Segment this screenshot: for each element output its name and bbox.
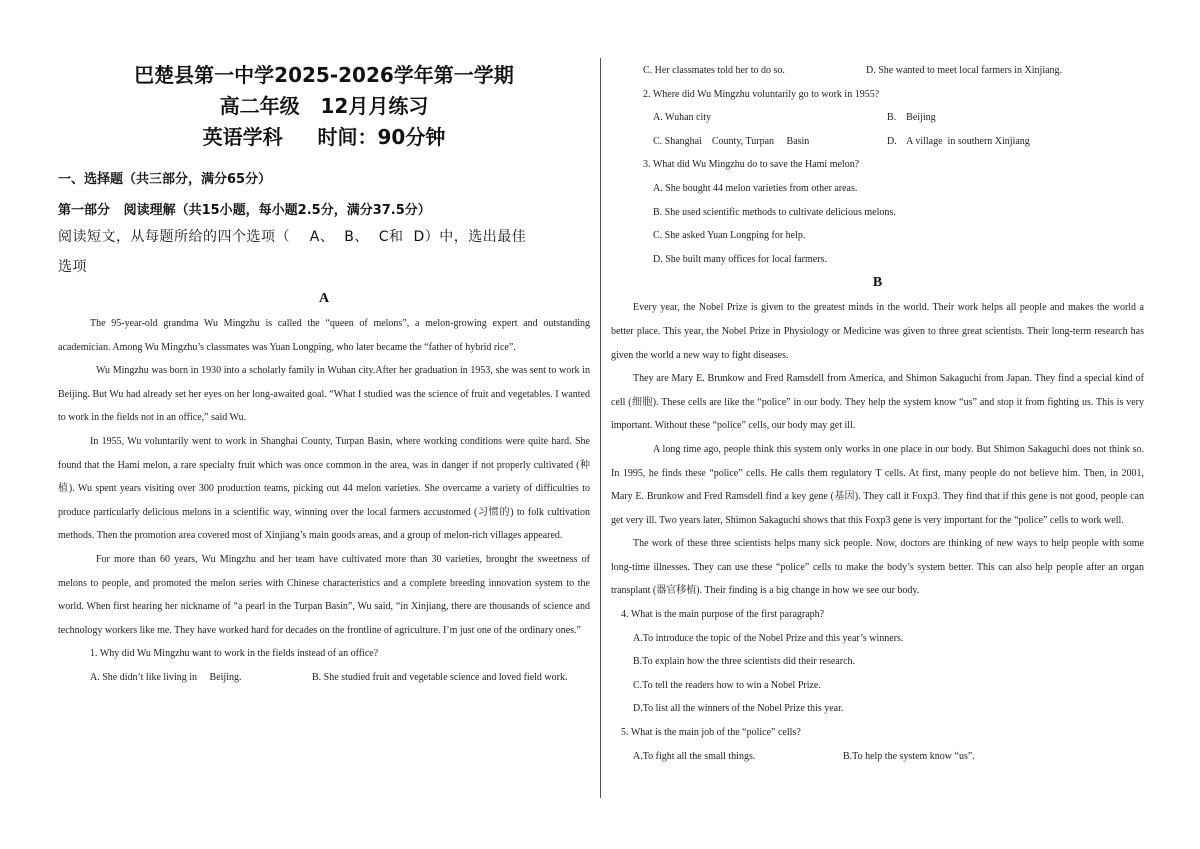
- passage-a-paragraph: In 1955, Wu voluntarily went to work in Shanghai County, Turpan Basin, where working conditions were quite hard. She found that the Hami melon, a rare specialty fruit which was once common in the area, was in danger if not properly cultivated (种植). Wu spent years visiting over 300 production teams, picking out 44 melon varieties. She overcame a variety of difficulties to produce particularly delicious melons in a scientific way, winning over the local farmers accustomed (习惯的) to folk cultivation methods. Then the promotion area covered most of Xinjiang’s main goods areas, and a group of melon-rich villages appeared.: [58, 435, 590, 542]
- question-3-option-a[interactable]: A. She bought 44 melon varieties from other areas.: [653, 182, 858, 194]
- passage-b-paragraph: They are Mary E. Brunkow and Fred Ramsdell from America, and Shimon Sakaguchi from Japan. They find a special kind of cell (细胞). These cells are like the “police” in our body. They help the system know “us” and stop it from fighting us. This is very important. Without these “police” cells, our body may get ill.: [611, 373, 1144, 432]
- passage-a-label: A: [318, 291, 330, 306]
- question-4-stem: 4. What is the main purpose of the first paragraph?: [621, 609, 825, 621]
- passage-a-paragraph: The 95-year-old grandma Wu Mingzhu is called the “queen of melons”, a melon-growing expert and outstanding academician. Among Wu Mingzhu’s classmates was Yuan Longping, who later became the “father of hybrid rice”.: [58, 318, 590, 353]
- passage-b-paragraph: Every year, the Nobel Prize is given to the greatest minds in the world. Their work helps all people and makes the world a better place. This year, the Nobel Prize in Physiology or Medicine was given to three great scientists. Their long-term research has given the world a new way to fight diseases.: [611, 302, 1144, 361]
- question-3-option-c[interactable]: C. She asked Yuan Longping for help.: [653, 230, 806, 242]
- question-5-option-b[interactable]: B.To help the system know “us”.: [843, 750, 975, 762]
- question-3-option-d[interactable]: D. She built many offices for local farmers.: [653, 253, 827, 265]
- exam-title-subject: 英语学科 时间：90分钟: [202, 125, 446, 149]
- question-4-option-c[interactable]: C.To tell the readers how to win a Nobel Prize.: [633, 679, 821, 691]
- question-3-stem: 3. What did Wu Mingzhu do to save the Hami melon?: [643, 159, 860, 171]
- question-5-option-a[interactable]: A.To fight all the small things.: [633, 750, 756, 762]
- exam-title-grade: 高二年级 12月月练习: [219, 94, 429, 118]
- right-column: [611, 60, 1144, 768]
- question-1-options-cd: [611, 59, 1144, 83]
- question-2-option-a[interactable]: A. Wuhan city: [653, 112, 712, 124]
- question-2-option-d[interactable]: D. A village in southern Xinjiang: [887, 135, 1030, 147]
- question-2-options-cd: [611, 130, 1144, 154]
- section-heading: 一、选择题（共三部分，满分65分）: [58, 172, 272, 187]
- passage-b-paragraph: A long time ago, people think this system only works in one place in our body. But Shimon Sakaguchi does not think so. In 1995, he finds these “police” cells. He calls them regulatory T cells. At first, many people do not believe him. Then, in 2001, Mary E. Brunkow and Fred Ramsdell find a key gene (基因). They call it Foxp3. They find that if this gene is not good, people can get very ill. Two years later, Shimon Sakaguchi shows that this Foxp3 gene is very important for the “police” cells to work well.: [611, 443, 1144, 526]
- passage-a-paragraph: Wu Mingzhu was born in 1930 into a scholarly family in Wuhan city.After her graduation in 1953, she was sent to work in Beijing. But Wu had already set her eyes on her long-awaited goal. “What I studied was the science of fruit and vegetables. I wanted to work in the fields not in an office,” said Wu.: [58, 365, 590, 424]
- question-4-option-a[interactable]: A.To introduce the topic of the Nobel Prize and this year’s winners.: [633, 632, 904, 644]
- passage-b-paragraph: The work of these three scientists helps many sick people. Now, doctors are thinking of new ways to help people with some long-time illnesses. They can use these “police” cells to make the body’s system better. This can also help people after an organ transplant (器官移植). Their finding is a big change in how we see our body.: [611, 538, 1144, 597]
- question-1-option-a[interactable]: A. She didn’t like living in Beijing.: [90, 671, 242, 683]
- column-divider: [600, 58, 601, 798]
- question-1-stem: 1. Why did Wu Mingzhu want to work in the fields instead of an office?: [90, 648, 379, 660]
- question-2-option-b[interactable]: B. Beijing: [887, 112, 936, 124]
- question-1-option-b[interactable]: B. She studied fruit and vegetable science and loved field work.: [312, 671, 568, 683]
- question-5-options-ab: [611, 745, 1144, 769]
- part-heading: 第一部分 阅读理解（共15小题，每小题2.5分，满分37.5分）: [58, 203, 431, 218]
- question-1-option-d[interactable]: D. She wanted to meet local farmers in Xinjiang.: [866, 65, 1063, 76]
- passage-b-label: B: [872, 275, 883, 291]
- instruction-line-2: 选项: [58, 259, 87, 275]
- passage-a-paragraph: For more than 60 years, Wu Mingzhu and her team have cultivated more than 30 varieties, brought the sweetness of melons to people, and promoted the melon series with Chinese characteristics and a complete breeding innovation system to the world. When first hearing her nickname of “a pearl in the Turpan Basin”, Wu said, “in Xinjiang, there are thousands of science and technology workers like me. They have worked hard for decades on the frontline of agriculture. I’m just one of the ordinary ones.”: [58, 553, 590, 636]
- left-column: [58, 60, 590, 690]
- question-4-option-b[interactable]: B.To explain how the three scientists did their research.: [633, 656, 856, 668]
- question-2-options-ab: [611, 106, 1144, 130]
- exam-title-school: 巴楚县第一中学2025-2026学年第一学期: [134, 63, 514, 87]
- question-2-stem: 2. Where did Wu Mingzhu voluntarily go to work in 1955?: [643, 88, 880, 100]
- question-1-option-c[interactable]: C. Her classmates told her to do so.: [643, 65, 785, 76]
- question-4-option-d[interactable]: D.To list all the winners of the Nobel Prize this year.: [633, 703, 844, 715]
- question-5-stem: 5. What is the main job of the “police” cells?: [621, 727, 801, 739]
- question-3-option-b[interactable]: B. She used scientific methods to cultivate delicious melons.: [653, 206, 896, 218]
- question-2-option-c[interactable]: C. Shanghai County, Turpan Basin: [653, 135, 810, 147]
- instruction-line-1: 阅读短文，从每题所给的四个选项（ A、 B、 C和 D）中，选出最佳: [58, 229, 527, 245]
- question-1-options-ab: [58, 666, 590, 690]
